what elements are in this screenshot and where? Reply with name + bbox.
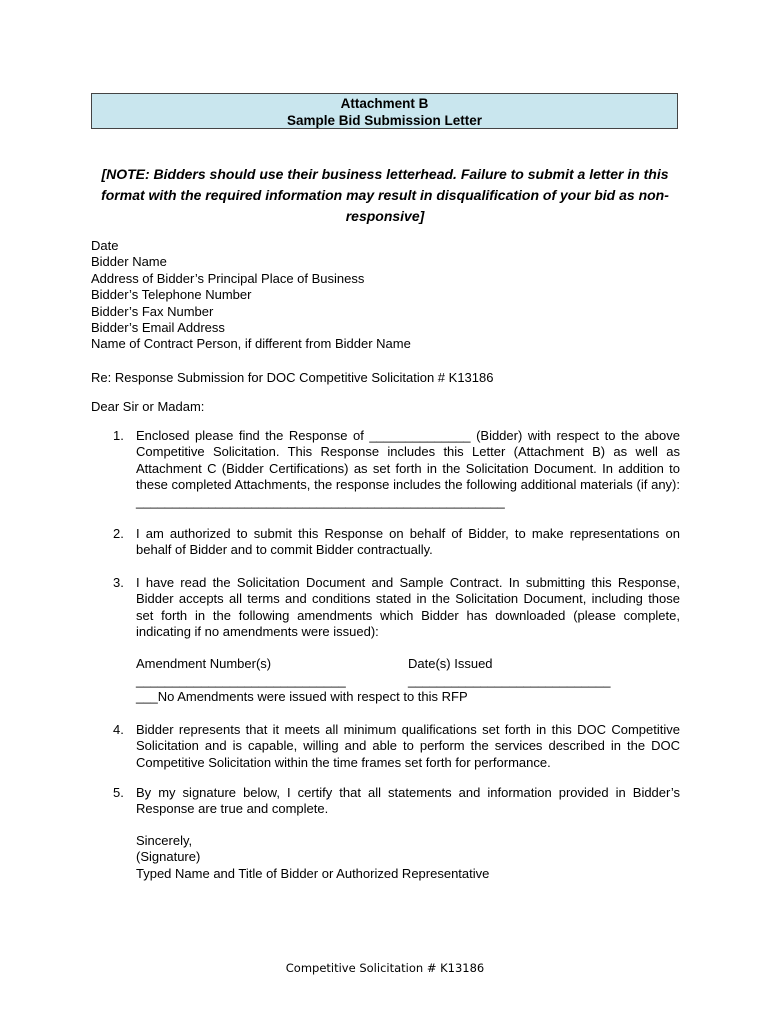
bidder-note: [NOTE: Bidders should use their business letterhead. Failure to submit a letter in this format with the required information may result in disqualification of your bid as non-responsive] [101, 166, 669, 224]
list-item-text: By my signature below, I certify that all statements and information provided in Bidder’s Response are true and complete. [136, 785, 680, 817]
amendment-number-header: Amendment Number(s) [136, 656, 272, 671]
closing-block [136, 833, 489, 882]
list-item [113, 526, 680, 559]
page-footer: Competitive Solicitation # K13186 [285, 961, 485, 975]
address-line-date: Date [91, 238, 119, 253]
amendment-date-blank: ____________________________ [408, 673, 611, 688]
attachment-title-box [91, 93, 678, 129]
list-item-number: 4. [113, 722, 124, 737]
amendment-number-blank: _____________________________ [136, 673, 346, 688]
closing-sincerely: Sincerely, [136, 833, 193, 848]
no-amendments-line: ___No Amendments were issued with respect to this RFP [136, 689, 468, 704]
salutation: Dear Sir or Madam: [91, 399, 205, 414]
closing-signature: (Signature) [136, 849, 201, 865]
re-line: Re: Response Submission for DOC Competitive Solicitation # K13186 [91, 370, 494, 385]
list-item-text: I have read the Solicitation Document and Sample Contract. In submitting this Response, Bidder accepts all terms and conditions stated in the Solicitation Document, including those set forth in the following amendments which Bidder has downloaded (please complete, indicating if no amendments were issued): [136, 575, 680, 640]
attachment-title: Attachment B [340, 96, 429, 111]
list-item [113, 575, 680, 641]
address-line-address: Address of Bidder’s Principal Place of Business [91, 270, 365, 286]
list-item-number: 5. [113, 785, 124, 800]
list-item-text: I am authorized to submit this Response on behalf of Bidder, to make representations on behalf of Bidder and to commit Bidder contractually. [136, 526, 680, 558]
list-item-number: 1. [113, 428, 124, 443]
address-line-bidder-name: Bidder Name [91, 254, 167, 270]
list-item-text: Bidder represents that it meets all minimum qualifications set forth in this DOC Competitive Solicitation and is capable, willing and able to perform the services described in the DOC Competitive Solicitation within the time frames set forth for performance. [136, 722, 680, 770]
list-item [113, 428, 680, 510]
address-line-email: Bidder’s Email Address [91, 320, 225, 336]
address-line-telephone: Bidder’s Telephone Number [91, 287, 252, 303]
list-item-text: Enclosed please find the Response of ______________ (Bidder) with respect to the above Competitive Solicitation. This Response includes this Letter (Attachment B) as well as Attachment C (Bidder Certifications) as set forth in the Solicitation Document. In addition to these completed Attachments, the response includes the following additional materials (if any): ___________________________________________________ [136, 428, 680, 509]
attachment-subtitle: Sample Bid Submission Letter [286, 113, 483, 128]
address-line-contract-person: Name of Contract Person, if different from Bidder Name [91, 336, 411, 352]
closing-typed-name: Typed Name and Title of Bidder or Authorized Representative [136, 865, 490, 881]
amendment-date-header: Date(s) Issued [408, 656, 493, 671]
list-item-number: 2. [113, 526, 124, 541]
list-item-number: 3. [113, 575, 124, 590]
list-item [113, 785, 680, 818]
address-block [91, 238, 411, 353]
address-line-fax: Bidder’s Fax Number [91, 303, 214, 319]
list-item [113, 722, 680, 771]
